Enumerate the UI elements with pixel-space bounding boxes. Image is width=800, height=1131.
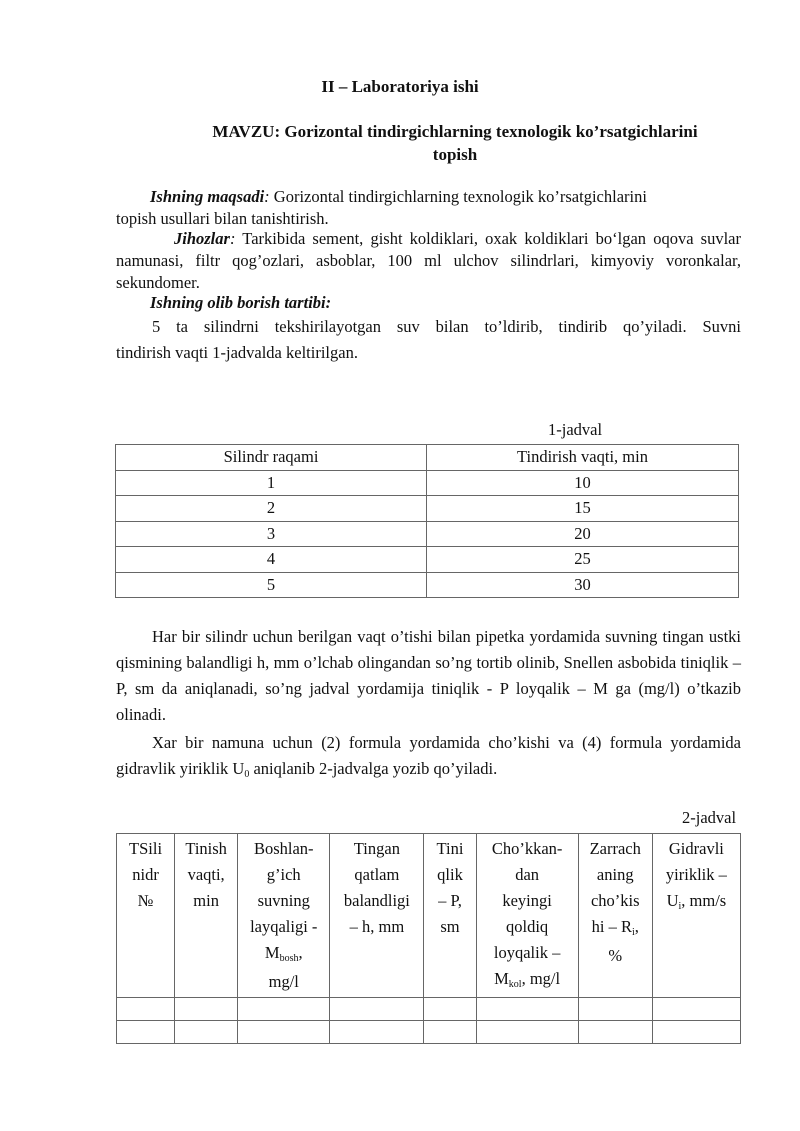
header-line: Tini — [436, 839, 464, 858]
table-cell — [476, 1021, 578, 1044]
table-cell: 10 — [427, 470, 739, 496]
header-line: qlik — [437, 865, 463, 884]
header-line: Tingan — [353, 839, 400, 858]
header-line: keyingi — [502, 891, 552, 910]
header-line: yiriklik – — [665, 865, 727, 884]
table-cell — [330, 998, 424, 1021]
table-cell: 25 — [427, 547, 739, 573]
paragraph-2-text: Har bir silindr uchun berilgan vaqt o’tishi bilan pipetka yordamida suvning tingan ustki qismining balandligi h, mm o’lchab olingandan so’ng tortib olinib, Snellen asbobida tiniqlik – P, sm da aniqlanadi, so’ng jadval yordamija tiniqlik - P loyqalik – M ga (mg/l) o’tkazib olinadi. — [116, 627, 741, 724]
table1-header-cell: Tindirish vaqti, min — [427, 445, 739, 471]
table-cell — [424, 998, 476, 1021]
table-cell — [652, 1021, 740, 1044]
header-line: nidr — [132, 865, 159, 884]
table2-header-row — [117, 834, 741, 998]
lab-title: II – Laboratoriya ishi — [321, 77, 479, 96]
table-row — [116, 547, 739, 573]
table1-caption: 1-jadval — [548, 420, 603, 439]
table-cell — [238, 1021, 330, 1044]
table-cell — [175, 1021, 238, 1044]
paragraph-3-subscript: 0 — [244, 769, 250, 780]
header-line: layqaligi - — [250, 917, 318, 936]
table1-header-row — [116, 445, 739, 471]
header-line: qoldiq — [506, 917, 549, 936]
table-cell — [424, 1021, 476, 1044]
header-subscript: bosh — [279, 953, 299, 964]
procedure-paragraph — [116, 314, 741, 366]
topic-heading — [160, 120, 750, 166]
header-line: cho’kis — [590, 891, 640, 910]
table-cell — [578, 998, 652, 1021]
header-line: aning — [596, 865, 634, 884]
header-line: balandligi — [343, 891, 410, 910]
header-line: Cho’kkan- — [491, 839, 563, 858]
table-cell: 5 — [116, 572, 427, 598]
table-cell: 2 — [116, 496, 427, 522]
header-line: min — [193, 891, 219, 910]
table-2 — [116, 833, 741, 1044]
header-text: , mm/s — [681, 891, 727, 910]
table2-header-cell — [175, 834, 238, 998]
equipment-colon: : — [229, 229, 236, 248]
table-cell — [238, 998, 330, 1021]
aim-label: Ishning maqsadi — [150, 187, 265, 206]
header-text: , — [298, 943, 303, 962]
table-cell — [476, 998, 578, 1021]
paragraph-3-text: Xar bir namuna uchun (2) formula yordamida cho’kishi va (4) formula yordamida gidravlik yiriklik U — [116, 733, 741, 778]
table-cell: 3 — [116, 521, 427, 547]
table1-header-cell: Silindr raqami — [116, 445, 427, 471]
header-line — [239, 940, 328, 969]
equipment-paragraph — [116, 228, 741, 294]
header-line: suvning — [257, 891, 310, 910]
header-line — [478, 966, 577, 995]
table2-header-cell — [476, 834, 578, 998]
table2-header-cell — [652, 834, 740, 998]
header-line: % — [608, 946, 623, 965]
header-text: hi – R — [591, 917, 632, 936]
table-1 — [115, 444, 739, 598]
aim-text-1: Gorizontal tindirgichlarning texnologik ko’rsatgichlarini — [269, 187, 647, 206]
header-line: sm — [440, 917, 460, 936]
table2-caption: 2-jadval — [682, 808, 737, 827]
table-cell: 30 — [427, 572, 739, 598]
header-line: qatlam — [354, 865, 400, 884]
header-line: Zarrach — [589, 839, 641, 858]
header-line: loyqalik – — [493, 943, 561, 962]
table2-header-cell — [578, 834, 652, 998]
table2-header-cell — [117, 834, 175, 998]
procedure-text-1: 5 ta silindrni tekshirilayotgan suv bilan to’ldirib, tindirib qo’yiladi. Suvni — [152, 317, 741, 336]
table-cell — [652, 998, 740, 1021]
header-subscript: i — [678, 901, 682, 912]
header-line: Gidravli — [668, 839, 724, 858]
header-line: mg/l — [268, 972, 299, 991]
procedure-label — [150, 290, 750, 316]
header-text: U — [666, 891, 679, 910]
aim-paragraph — [116, 184, 741, 232]
header-line: g’ich — [266, 865, 301, 884]
aim-colon: : — [264, 187, 270, 206]
table2-header-cell — [330, 834, 424, 998]
header-line: – P, — [438, 891, 462, 910]
table-cell: 20 — [427, 521, 739, 547]
header-text: M — [264, 943, 280, 962]
header-subscript: i — [631, 927, 635, 938]
header-text: , — [634, 917, 639, 936]
aim-text-2: topish usullari bilan tanishtirish. — [116, 209, 329, 228]
table-row — [117, 1021, 741, 1044]
table-cell — [330, 1021, 424, 1044]
table-row — [116, 521, 739, 547]
header-line: TSili — [129, 839, 163, 858]
table-cell — [117, 1021, 175, 1044]
table-cell — [175, 998, 238, 1021]
header-line: vaqti, — [187, 865, 225, 884]
header-line: dan — [515, 865, 540, 884]
table2-header-cell — [424, 834, 476, 998]
table-cell — [578, 1021, 652, 1044]
table-cell: 1 — [116, 470, 427, 496]
paragraph-3 — [116, 730, 741, 785]
header-line: Tinish — [185, 839, 227, 858]
table-cell: 15 — [427, 496, 739, 522]
procedure-text-2: tindirish vaqti 1-jadvalda keltirilgan. — [116, 343, 358, 362]
table-cell: 4 — [116, 547, 427, 573]
table-row — [116, 496, 739, 522]
paragraph-2 — [116, 624, 741, 728]
header-line: Boshlan- — [253, 839, 314, 858]
table-row — [116, 572, 739, 598]
topic-line-2: topish — [432, 145, 478, 164]
topic-line-1: MAVZU: Gorizontal tindirgichlarning texnologik ko’rsatgichlarini — [212, 122, 698, 141]
header-line: – h, mm — [349, 917, 405, 936]
table-row — [117, 998, 741, 1021]
table2-header-cell — [238, 834, 330, 998]
paragraph-3-text-end: aniqlanib 2-jadvalga yozib qo’yiladi. — [249, 759, 498, 778]
procedure-label-text: Ishning olib borish tartibi: — [150, 293, 332, 312]
table-row — [116, 470, 739, 496]
header-line — [580, 914, 651, 943]
header-text: , mg/l — [521, 969, 561, 988]
header-line — [654, 888, 739, 917]
header-subscript: kol — [508, 979, 522, 990]
equipment-label: Jihozlar — [174, 229, 230, 248]
header-line: № — [137, 891, 154, 910]
equipment-text: Tarkibida sement, gisht koldiklari, oxak koldiklari bo‘lgan oqova suvlar namunasi, filtr qog’ozlari, asboblar, 100 ml ulchov silindrlari, kimyoviy voronkalar, sekundomer. — [116, 229, 741, 292]
table-cell — [117, 998, 175, 1021]
header-text: M — [494, 969, 509, 988]
